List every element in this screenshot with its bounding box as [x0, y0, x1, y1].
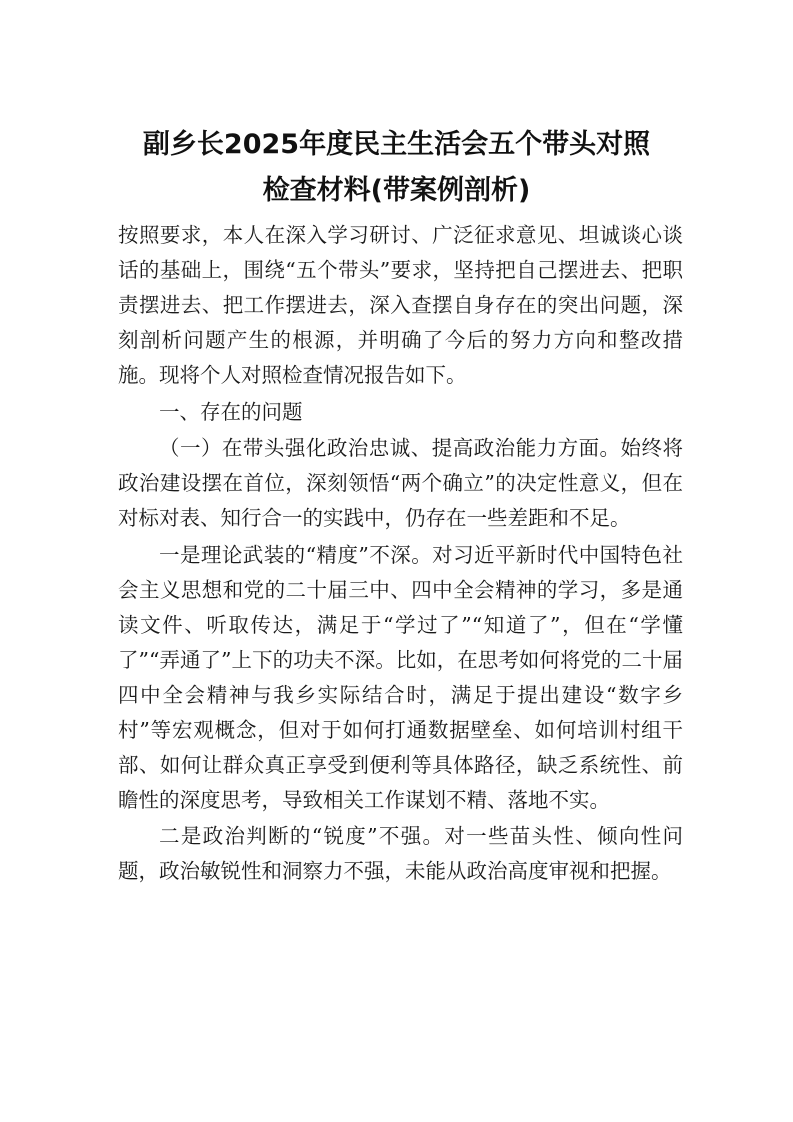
- document-title-line-1: 副乡长2025年度民主生活会五个带头对照: [142, 129, 651, 160]
- subsection-paragraph-1: （一）在带头强化政治忠诚、提高政治能力方面。始终将政治建设摆在首位，深刻领悟“两个确立”的决定性意义，但在对标对表、知行合一的实践中，仍存在一些差距和不足。: [118, 436, 683, 530]
- section-heading-problems: 一、存在的问题: [159, 399, 303, 424]
- point-paragraph-2: 二是政治判断的“锐度”不强。对一些苗头性、倾向性问题，政治敏锐性和洞察力不强，未能从政治高度审视和把握。: [118, 824, 683, 883]
- document-body: [118, 218, 683, 891]
- intro-paragraph: 按照要求，本人在深入学习研讨、广泛征求意见、坦诚谈心谈话的基础上，围绕“五个带头”要求，坚持把自己摆进去、把职责摆进去、把工作摆进去，深入查摆自身存在的突出问题，深刻剖析问题产生的根源，并明确了今后的努力方向和整改措施。现将个人对照检查情况报告如下。: [118, 223, 683, 387]
- point-paragraph-1: 一是理论武装的“精度”不深。对习近平新时代中国特色社会主义思想和党的二十届三中、四中全会精神的学习，多是通读文件、听取传达，满足于“学过了”“知道了”，但在“学懂了”“弄通了”上下的功夫不深。比如，在思考如何将党的二十届四中全会精神与我乡实际结合时，满足于提出建设“数字乡村”等宏观概念，但对于如何打通数据壁垒、如何培训村组干部、如何让群众真正享受到便利等具体路径，缺乏系统性、前瞻性的深度思考，导致相关工作谋划不精、落地不实。: [118, 542, 683, 812]
- document-title-line-2: 检查材料(带案例剖析): [262, 175, 531, 206]
